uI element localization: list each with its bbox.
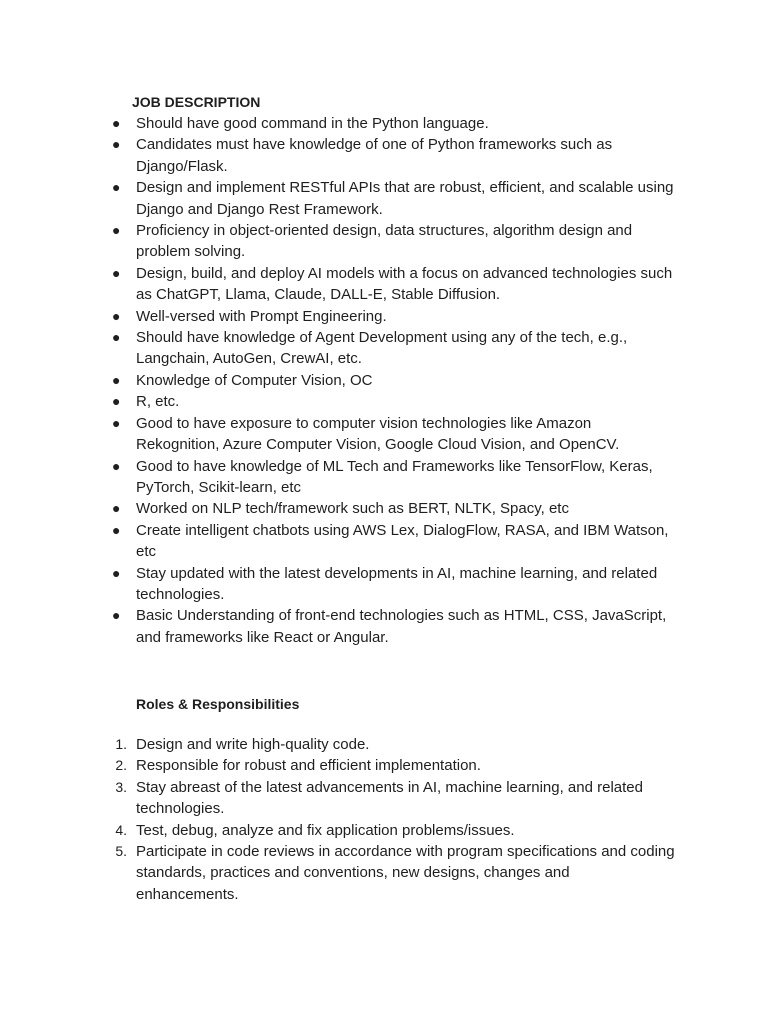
bullet-marker: ● bbox=[112, 457, 121, 474]
list-item-text: Test, debug, analyze and fix application problems/issues. bbox=[136, 821, 515, 839]
list-item bbox=[0, 820, 676, 841]
list-item bbox=[0, 734, 676, 755]
roles-list bbox=[0, 734, 768, 905]
bullet-marker: ● bbox=[112, 607, 121, 624]
bullet-marker: ● bbox=[112, 329, 121, 346]
list-item bbox=[0, 306, 676, 327]
list-item-text: Should have good command in the Python language. bbox=[136, 115, 489, 132]
list-item-text: Create intelligent chatbots using AWS Lex, DialogFlow, RASA, and IBM Watson, etc bbox=[136, 521, 669, 561]
list-item-text: R, etc. bbox=[136, 393, 180, 411]
list-item-text: Proficiency in object-oriented design, data structures, algorithm design and problem solving. bbox=[136, 222, 633, 261]
list-item-text: Good to have exposure to computer vision technologies like Amazon Rekognition, Azure Computer Vision, Google Cloud Vision, and OpenCV. bbox=[136, 414, 620, 454]
list-item-text: Well-versed with Prompt Engineering. bbox=[136, 307, 387, 325]
list-item-text: Responsible for robust and efficient implementation. bbox=[136, 757, 481, 775]
list-item-text: Participate in code reviews in accordance with program specifications and coding standards, practices and conventions, new designs, changes and enhancements. bbox=[136, 843, 675, 903]
list-item bbox=[0, 777, 676, 820]
list-item-text: Design and implement RESTful APIs that are robust, efficient, and scalable using Django and Django Rest Framework. bbox=[136, 179, 674, 218]
list-item bbox=[0, 563, 676, 606]
list-item bbox=[0, 327, 676, 370]
job-description-heading: JOB DESCRIPTION bbox=[132, 94, 261, 110]
list-item bbox=[0, 456, 676, 499]
list-item bbox=[0, 220, 676, 263]
list-item-text: Good to have knowledge of ML Tech and Frameworks like TensorFlow, Keras, PyTorch, Scikit-learn, etc bbox=[136, 457, 653, 496]
list-item-text: Stay updated with the latest developments in AI, machine learning, and related technologies. bbox=[136, 564, 658, 603]
list-item bbox=[0, 755, 676, 776]
list-item bbox=[0, 520, 676, 563]
bullet-marker: ● bbox=[112, 179, 121, 196]
bullet-marker: ● bbox=[112, 564, 121, 581]
list-item bbox=[0, 134, 676, 177]
bullet-marker: ● bbox=[112, 414, 121, 431]
list-number: 4. bbox=[115, 821, 127, 838]
list-number: 5. bbox=[115, 843, 127, 860]
list-item bbox=[0, 177, 676, 220]
bullet-marker: ● bbox=[112, 521, 121, 538]
list-number: 1. bbox=[115, 736, 127, 752]
list-item bbox=[0, 113, 676, 134]
list-item-text: Stay abreast of the latest advancements in AI, machine learning, and related technologies. bbox=[136, 778, 643, 818]
list-item-text: Should have knowledge of Agent Development using any of the tech, e.g., Langchain, AutoGen, CrewAI, etc. bbox=[136, 329, 628, 368]
roles-heading: Roles & Responsibilities bbox=[136, 696, 300, 712]
bullet-marker: ● bbox=[112, 264, 121, 281]
list-item-text: Worked on NLP tech/framework such as BERT, NLTK, Spacy, etc bbox=[136, 500, 569, 518]
list-item-text: Knowledge of Computer Vision, OC bbox=[136, 371, 373, 389]
job-description-list bbox=[0, 113, 768, 648]
list-item-text: Design and write high-quality code. bbox=[136, 736, 370, 753]
list-item-text: Design, build, and deploy AI models with a focus on advanced technologies such as ChatGPT, Llama, Claude, DALL-E, Stable Diffusion. bbox=[136, 264, 673, 304]
list-number: 3. bbox=[115, 778, 127, 795]
list-item bbox=[0, 370, 676, 391]
bullet-marker: ● bbox=[112, 393, 121, 410]
list-item bbox=[0, 413, 676, 456]
bullet-marker: ● bbox=[112, 115, 121, 131]
list-item bbox=[0, 391, 676, 412]
list-item bbox=[0, 605, 676, 648]
list-item bbox=[0, 498, 676, 519]
list-number: 2. bbox=[115, 757, 127, 774]
list-item-text: Candidates must have knowledge of one of Python frameworks such as Django/Flask. bbox=[136, 136, 613, 175]
bullet-marker: ● bbox=[112, 307, 121, 324]
bullet-marker: ● bbox=[112, 371, 121, 388]
list-item bbox=[0, 841, 676, 905]
list-item bbox=[0, 263, 676, 306]
bullet-marker: ● bbox=[112, 500, 121, 517]
bullet-marker: ● bbox=[112, 136, 121, 153]
bullet-marker: ● bbox=[112, 222, 121, 239]
list-item-text: Basic Understanding of front-end technologies such as HTML, CSS, JavaScript, and frameworks like React or Angular. bbox=[136, 607, 667, 646]
